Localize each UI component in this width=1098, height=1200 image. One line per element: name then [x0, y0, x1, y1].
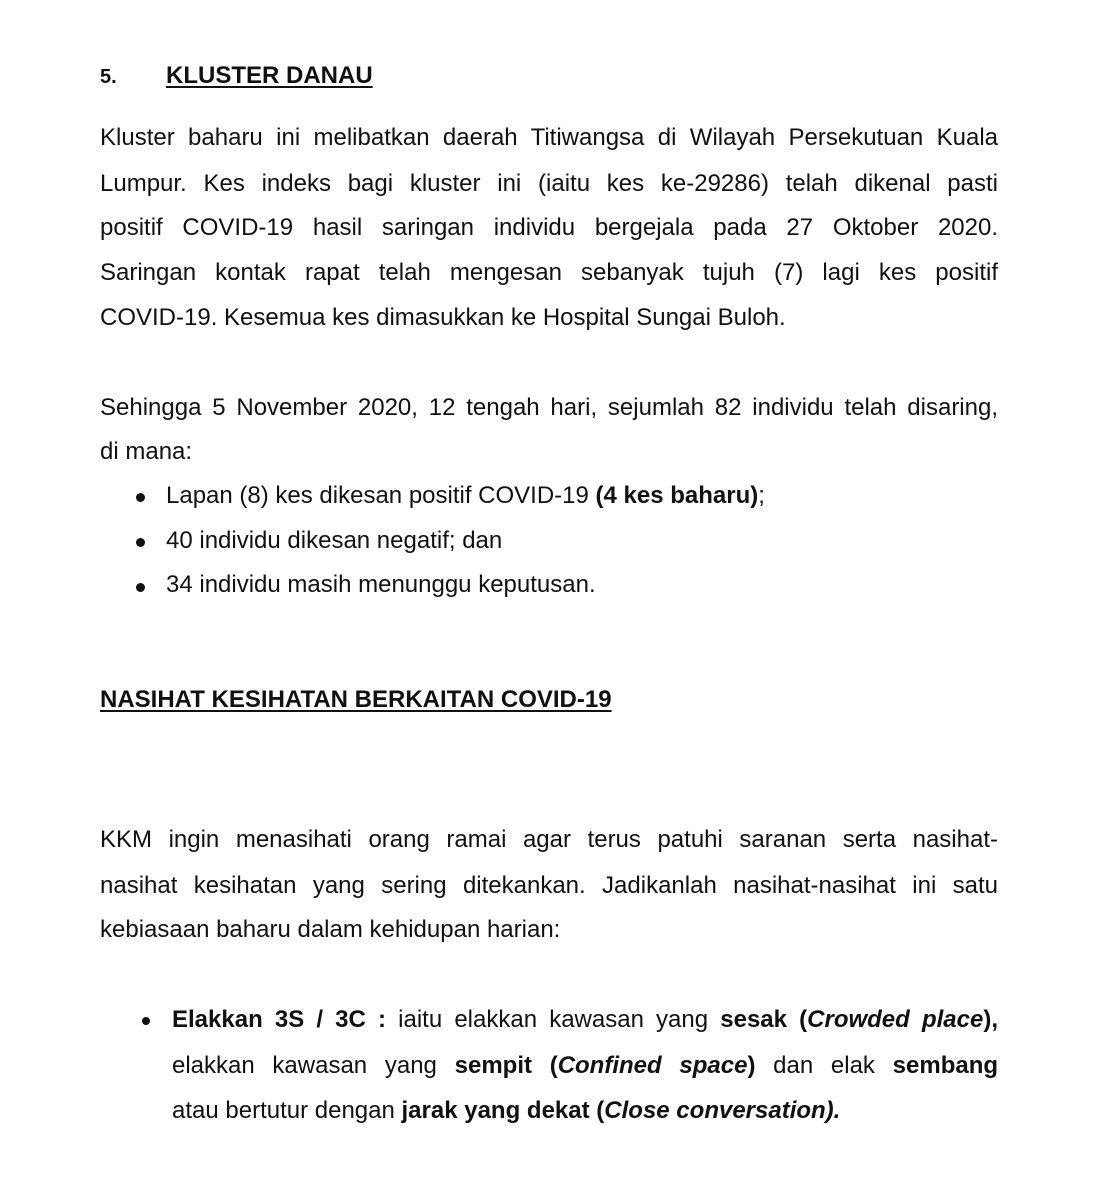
- bullet-text: atau bertutur dengan: [172, 1097, 395, 1124]
- paragraph-line: positif COVID-19 hasil saringan individu bergejala pada 27 Oktober 2020.: [100, 214, 998, 241]
- bullet-bold: ),: [983, 1006, 998, 1033]
- bullet-bold-italic: Crowded place: [807, 1006, 984, 1033]
- paragraph-line: di mana:: [100, 438, 193, 465]
- bullet-dot: [136, 493, 145, 502]
- list-item: [166, 482, 765, 510]
- bullet-dot: [142, 1017, 150, 1025]
- advice-bullet-line: [172, 1097, 840, 1125]
- bullet-text: elakkan kawasan yang: [172, 1052, 437, 1079]
- bullet-dot: [136, 583, 145, 592]
- list-item: 34 individu masih menunggu keputusan.: [166, 571, 596, 598]
- bullet-dot: [136, 538, 145, 547]
- advice-heading: NASIHAT KESIHATAN BERKAITAN COVID-19: [100, 686, 612, 713]
- bullet-bold-italic: Confined space: [557, 1052, 748, 1079]
- advice-bullet-line: [172, 1052, 998, 1080]
- bullet-bold: jarak yang dekat (: [401, 1097, 605, 1124]
- bullet-bold: ): [747, 1052, 756, 1079]
- list-item: 40 individu dikesan negatif; dan: [166, 527, 503, 554]
- paragraph-line: kebiasaan baharu dalam kehidupan harian:: [100, 916, 561, 943]
- bullet-lead: Elakkan 3S / 3C :: [172, 1006, 386, 1033]
- paragraph-line: KKM ingin menasihati orang ramai agar terus patuhi saranan serta nasihat-: [100, 826, 998, 853]
- list-item-end: ;: [758, 482, 765, 509]
- paragraph-line: Kluster baharu ini melibatkan daerah Titiwangsa di Wilayah Persekutuan Kuala: [100, 124, 998, 151]
- bullet-bold: sembang: [892, 1052, 999, 1079]
- bullet-bold-italic: Close conversation).: [604, 1097, 841, 1124]
- bullet-bold: sempit (: [454, 1052, 558, 1079]
- bullet-text: dan elak: [773, 1052, 875, 1079]
- bullet-text: iaitu elakkan kawasan yang: [398, 1006, 709, 1033]
- advice-bullet-line: [172, 1006, 998, 1034]
- section-number: 5.: [100, 66, 117, 88]
- paragraph-line: Sehingga 5 November 2020, 12 tengah hari, sejumlah 82 individu telah disaring,: [100, 394, 998, 421]
- list-item-text: Lapan (8) kes dikesan positif COVID-19: [166, 482, 589, 509]
- paragraph-line: Lumpur. Kes indeks bagi kluster ini (iaitu kes ke-29286) telah dikenal pasti: [100, 170, 998, 197]
- paragraph-line: nasihat kesihatan yang sering ditekankan. Jadikanlah nasihat-nasihat ini satu: [100, 872, 998, 899]
- section-title: KLUSTER DANAU: [166, 62, 373, 89]
- list-item-bold: (4 kes baharu): [595, 482, 759, 509]
- paragraph-line: Saringan kontak rapat telah mengesan sebanyak tujuh (7) lagi kes positif: [100, 259, 998, 286]
- bullet-bold: sesak (: [720, 1006, 808, 1033]
- paragraph-line: COVID-19. Kesemua kes dimasukkan ke Hospital Sungai Buloh.: [100, 304, 786, 331]
